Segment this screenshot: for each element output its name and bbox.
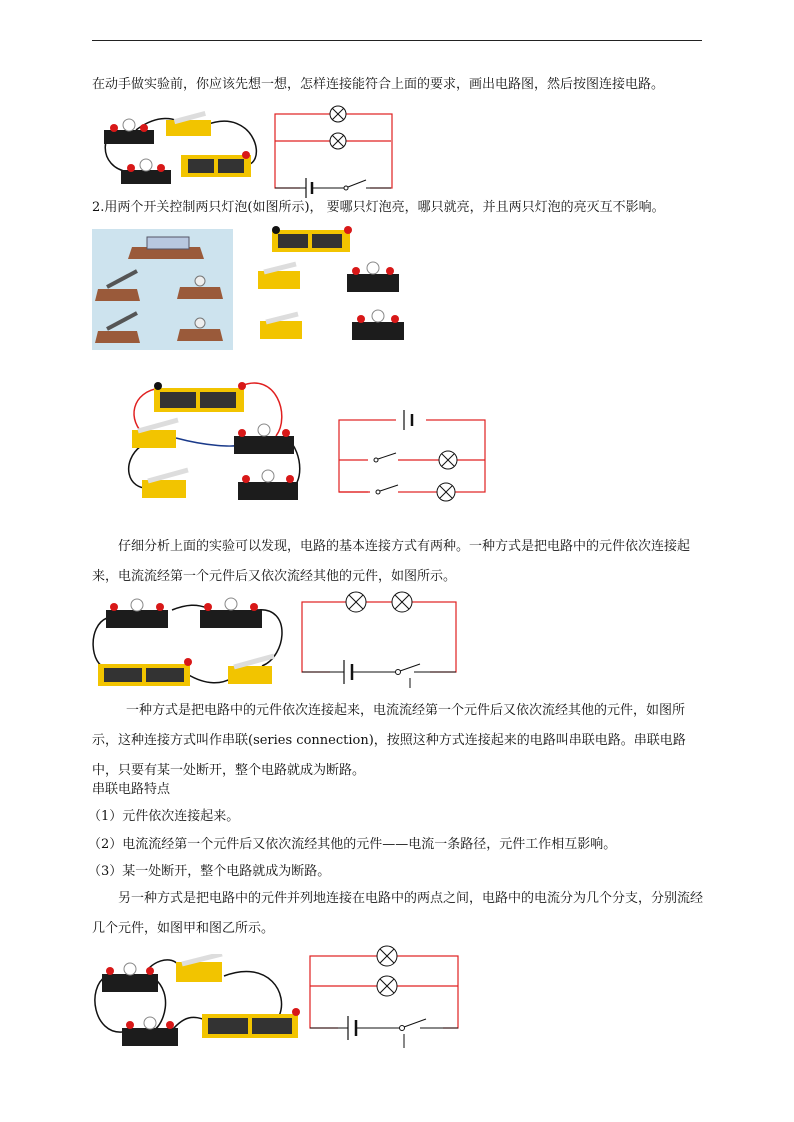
bulb-holder [102, 963, 158, 992]
lamp-symbol [377, 976, 397, 996]
series-schematic [300, 592, 460, 690]
series-features-title: 串联电路特点 [92, 782, 171, 797]
battery-box [272, 226, 352, 252]
lamp-symbol [346, 592, 366, 612]
wire [172, 605, 207, 610]
wire [176, 438, 241, 446]
circuit-frame [339, 420, 485, 492]
parallel-schematic-1 [274, 106, 394, 190]
parallel-physical-figure-1 [96, 110, 266, 190]
bulb-holder [106, 599, 168, 628]
header-rule [92, 40, 702, 41]
lamp-symbol [377, 946, 397, 966]
parallel-paragraph: 另一种方式是把电路中的元件并列地连接在电路中的两点之间，电路中的电流分为几个分支，分别流经几个元件，如图甲和图乙所示。 [92, 891, 704, 936]
mask [338, 1018, 443, 1048]
circuit-frame [302, 602, 456, 672]
series-physical-figure [92, 596, 292, 688]
series-feature-3: （3）某一处断开，整个电路就成为断路。 [88, 864, 331, 879]
wire [93, 618, 107, 668]
analysis-paragraph: 仔细分析上面的实验可以发现，电路的基本连接方式有两种。一种方式是把电路中的元件依次连接起来，电流流经第一个元件后又依次流经其他的元件，如图所示。 [92, 539, 691, 584]
series-feature-1: （1）元件依次连接起来。 [88, 809, 240, 824]
intro-line: 在动手做实验前，你应该先想一想，怎样连接能符合上面的要求，画出电路图，然后按图连接电路。 [92, 77, 665, 92]
switch [142, 470, 188, 498]
bulb-holder [200, 598, 262, 628]
circuit-frame [275, 114, 392, 188]
switch [176, 954, 222, 982]
wire [149, 960, 180, 976]
bulb-holder [352, 310, 404, 340]
components-parts [252, 226, 412, 346]
battery-box [181, 151, 251, 177]
parallel-physical-figure-2 [94, 954, 304, 1048]
bulb-holder [347, 262, 399, 292]
switch [258, 264, 300, 289]
two-switch-schematic [338, 408, 488, 498]
lamp-symbol [330, 133, 346, 149]
task2-line: 2.用两个开关控制两只灯泡(如图所示)， 要哪只灯泡亮，哪只就亮，并且两只灯泡的亮灭互不影响。 [92, 200, 665, 215]
two-switch-physical-wired [126, 376, 304, 502]
two-switch-illustration [92, 229, 233, 350]
wire [187, 674, 232, 683]
series-feature-2: （2）电流流经第一个元件后又依次流经其他的元件——电流一条路径，元件工作相互影响。 [88, 837, 617, 852]
switch [132, 420, 178, 448]
switch [166, 111, 211, 136]
series-paragraph: 一种方式是把电路中的元件依次连接起来，电流流经第一个元件后又依次流经其他的元件，如图所示，这种连接方式叫作串联(series connection)，按照这种方式连接起来的电路叫串联电路。串联电路中，只要有某一处断开，整个电路就成为断路。 [92, 703, 686, 778]
bulb-holder [121, 159, 171, 184]
switch [228, 656, 274, 684]
bulb-holder [238, 470, 298, 500]
bulb-holder [234, 424, 294, 454]
switch [260, 314, 302, 339]
wire [224, 971, 282, 1016]
bulb-holder [122, 1017, 178, 1046]
parallel-schematic-2 [308, 946, 460, 1050]
lamp-symbol [437, 483, 455, 501]
lamp-symbol [392, 592, 412, 612]
battery-box [154, 382, 246, 412]
battery-box [202, 1008, 300, 1038]
lamp-symbol [330, 106, 346, 122]
lamp-symbol [439, 451, 457, 469]
battery-box [98, 658, 192, 686]
